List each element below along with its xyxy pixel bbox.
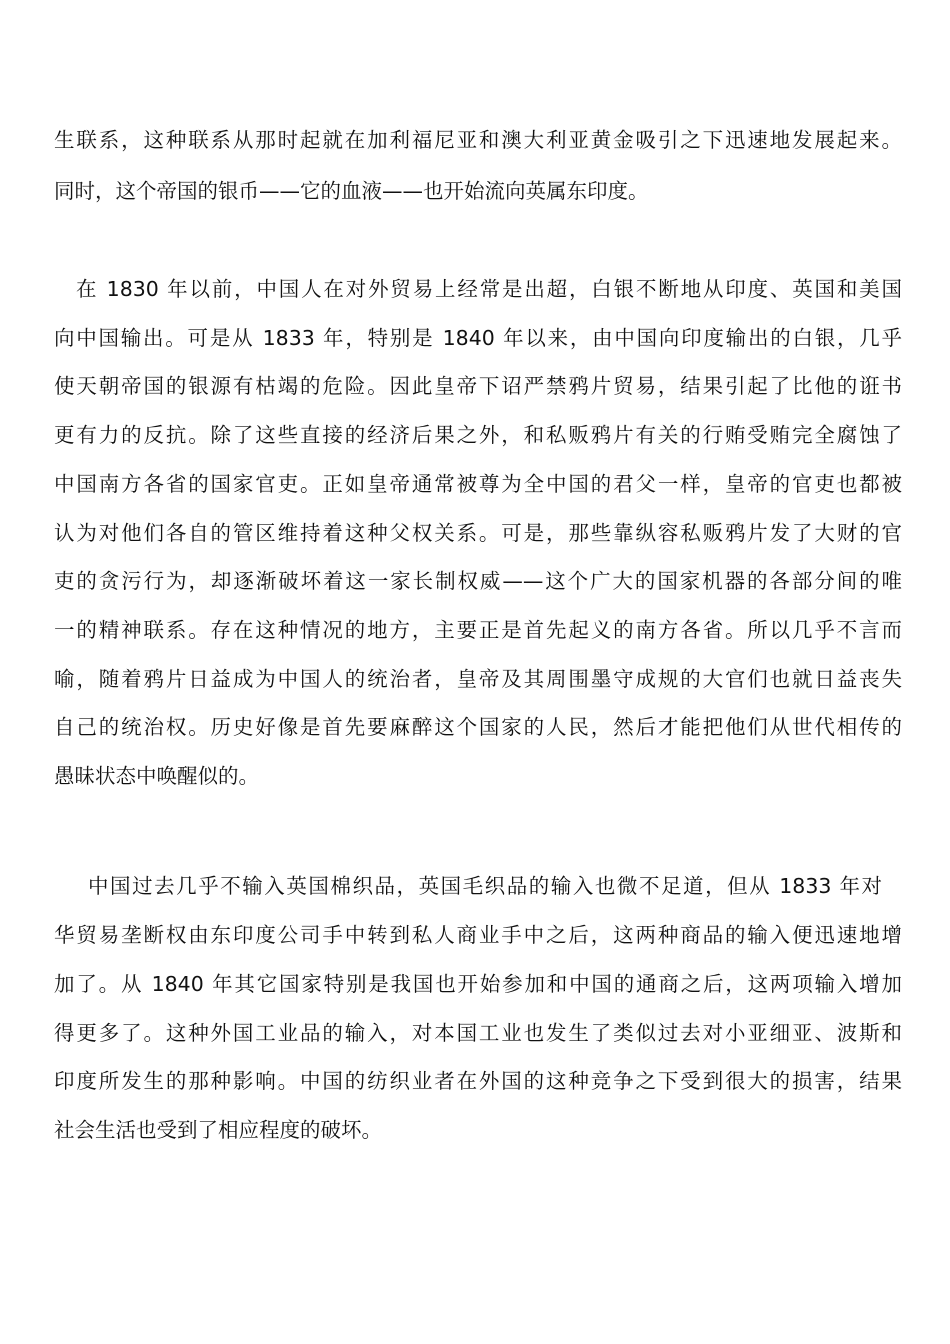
text-line: 中国南方各省的国家官吏。正如皇帝通常被尊为全中国的君父一样，皇帝的官吏也都被 <box>54 472 902 496</box>
text-line: 吏的贪污行为，却逐渐破坏着这一家长制权威——这个广大的国家机器的各部分间的唯 <box>54 569 902 593</box>
text-line: 向中国输出。可是从 1833 年，特别是 1840 年以来，由中国向印度输出的白银，几乎 <box>54 326 902 350</box>
text-line: 自己的统治权。历史好像是首先要麻醉这个国家的人民，然后才能把他们从世代相传的 <box>54 715 902 739</box>
text-line: 得更多了。这种外国工业品的输入，对本国工业也发生了类似过去对小亚细亚、波斯和 <box>54 1021 902 1045</box>
text-line: 喻，随着鸦片日益成为中国人的统治者，皇帝及其周围墨守成规的大官们也就日益丧失 <box>54 667 902 691</box>
text-line: 同时，这个帝国的银币——它的血液——也开始流向英属东印度。 <box>54 179 649 203</box>
text-line: 一的精神联系。存在这种情况的地方，主要正是首先起义的南方各省。所以几乎不言而 <box>54 618 902 642</box>
text-line: 社会生活也受到了相应程度的破坏。 <box>54 1118 382 1142</box>
text-line: 愚昧状态中唤醒似的。 <box>54 764 259 788</box>
text-line: 印度所发生的那种影响。中国的纺织业者在外国的这种竞争之下受到很大的损害，结果 <box>54 1069 902 1093</box>
text-line: 使天朝帝国的银源有枯竭的危险。因此皇帝下诏严禁鸦片贸易，结果引起了比他的诳书 <box>54 374 902 398</box>
text-line: 在 1830 年以前，中国人在对外贸易上经常是出超，白银不断地从印度、英国和美国 <box>76 277 902 301</box>
text-line: 华贸易垄断权由东印度公司手中转到私人商业手中之后，这两种商品的输入便迅速地增 <box>54 923 902 947</box>
text-line: 更有力的反抗。除了这些直接的经济后果之外，和私贩鸦片有关的行贿受贿完全腐蚀了 <box>54 423 902 447</box>
text-line: 加了。从 1840 年其它国家特别是我国也开始参加和中国的通商之后，这两项输入增加 <box>54 972 902 996</box>
text-line: 中国过去几乎不输入英国棉织品，英国毛织品的输入也微不足道，但从 1833 年对 <box>88 874 882 898</box>
text-line: 生联系，这种联系从那时起就在加利福尼亚和澳大利亚黄金吸引之下迅速地发展起来。 <box>54 128 902 152</box>
text-line: 认为对他们各自的管区维持着这种父权关系。可是，那些靠纵容私贩鸦片发了大财的官 <box>54 521 902 545</box>
